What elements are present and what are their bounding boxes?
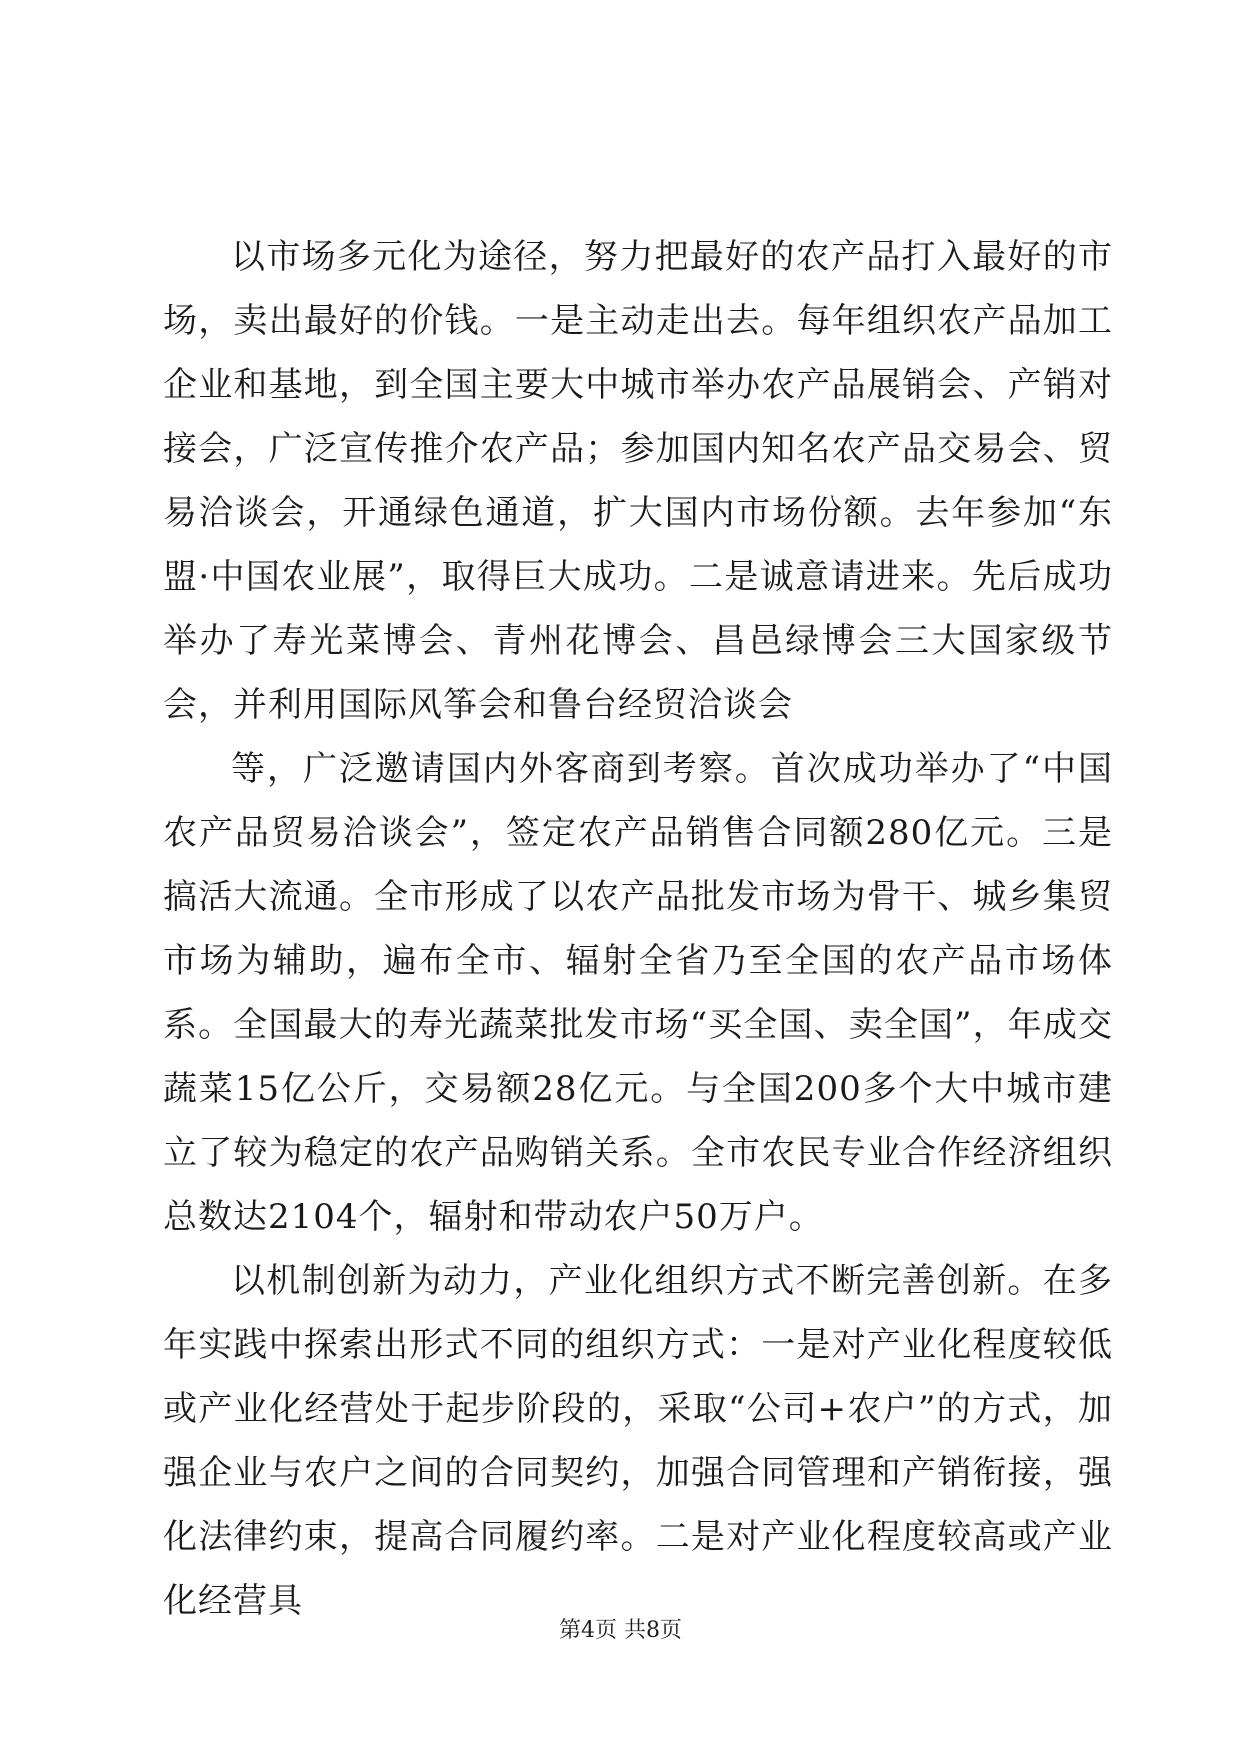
document-body bbox=[163, 225, 1113, 1633]
paragraph: 以市场多元化为途径，努力把最好的农产品打入最好的市场，卖出最好的价钱。一是主动走出去。每年组织农产品加工企业和基地，到全国主要大中城市举办农产品展销会、产销对接会，广泛宣传推介农产品；参加国内知名农产品交易会、贸易洽谈会，开通绿色通道，扩大国内市场份额。去年参加“东盟·中国农业展”，取得巨大成功。二是诚意请进来。先后成功举办了寿光菜博会、青州花博会、昌邑绿博会三大国家级节会，并利用国际风筝会和鲁台经贸洽谈会 bbox=[163, 237, 1113, 725]
paragraph: 以机制创新为动力，产业化组织方式不断完善创新。在多年实践中探索出形式不同的组织方式：一是对产业化程度较低或产业化经营处于起步阶段的，采取“公司+农户”的方式，加强企业与农户之间的合同契约，加强合同管理和产销衔接，强化法律约束，提高合同履约率。二是对产业化程度较高或产业化经营具 bbox=[163, 1261, 1113, 1621]
paragraph: 等，广泛邀请国内外客商到考察。首次成功举办了“中国农产品贸易洽谈会”，签定农产品销售合同额280亿元。三是搞活大流通。全市形成了以农产品批发市场为骨干、城乡集贸市场为辅助，遍布全市、辐射全省乃至全国的农产品市场体系。全国最大的寿光蔬菜批发市场“买全国、卖全国”，年成交蔬菜15亿公斤，交易额28亿元。与全国200多个大中城市建立了较为稳定的农产品购销关系。全市农民专业合作经济组织总数达2104个，辐射和带动农户50万户。 bbox=[163, 749, 1113, 1237]
page-number-footer: 第4页 共8页 bbox=[559, 1618, 682, 1643]
